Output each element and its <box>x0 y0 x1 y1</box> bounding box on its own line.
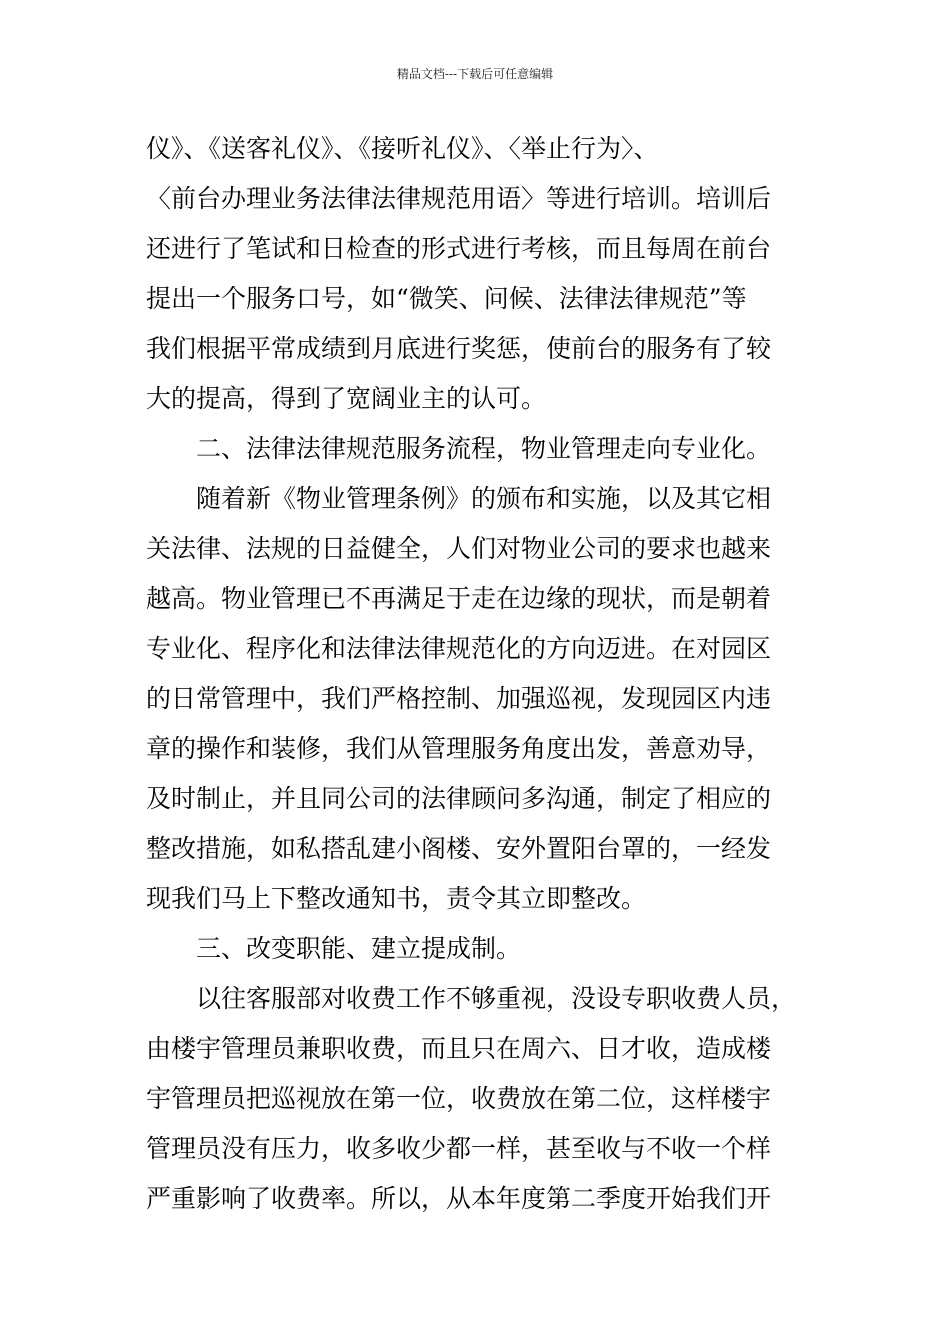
page-header: 精品文档---下载后可任意编辑 <box>396 67 554 81</box>
text-line: 的日常管理中，我们严格控制、加强巡视，发现园区内违 <box>146 684 772 713</box>
text-line: 管理员没有压力，收多收少都一样，甚至收与不收一个样 <box>146 1134 772 1163</box>
text-line: 仪》、《送客礼仪》、《接听礼仪》、〈举止行为〉、 <box>146 134 659 163</box>
text-line: 二、法律法律规范服务流程，物业管理走向专业化。 <box>196 434 772 463</box>
text-line: 关法律、法规的日益健全，人们对物业公司的要求也越来 <box>146 534 772 563</box>
text-line: 以往客服部对收费工作不够重视，没设专职收费人员， <box>196 984 797 1013</box>
text-line: 现我们马上下整改通知书，责令其立即整改。 <box>146 884 647 913</box>
text-line: 整改措施，如私搭乱建小阁楼、安外置阳台罩的，一经发 <box>146 834 772 863</box>
text-line: 〈前台办理业务法律法律规范用语〉等进行培训。培训后 <box>146 184 772 213</box>
text-line: 越高。物业管理已不再满足于走在边缘的现状，而是朝着 <box>146 584 772 613</box>
text-line: 提出一个服务口号，如“微笑、问候、法律法律规范”等 <box>146 284 747 313</box>
text-line: 专业化、程序化和法律法律规范化的方向迈进。在对园区 <box>146 634 772 663</box>
text-line: 及时制止，并且同公司的法律顾问多沟通，制定了相应的 <box>146 784 772 813</box>
text-line: 三、改变职能、建立提成制。 <box>196 934 522 963</box>
text-line: 章的操作和装修，我们从管理服务角度出发，善意劝导， <box>146 734 772 763</box>
text-line: 还进行了笔试和日检查的形式进行考核，而且每周在前台 <box>146 234 772 263</box>
text-line: 我们根据平常成绩到月底进行奖惩，使前台的服务有了较 <box>146 334 772 363</box>
text-line: 由楼宇管理员兼职收费，而且只在周六、日才收，造成楼 <box>146 1034 772 1063</box>
text-line: 大的提高，得到了宽阔业主的认可。 <box>146 384 547 413</box>
text-line: 宇管理员把巡视放在第一位，收费放在第二位，这样楼宇 <box>146 1084 772 1113</box>
text-line: 随着新《物业管理条例》的颁布和实施，以及其它相 <box>196 484 772 513</box>
text-line: 严重影响了收费率。所以，从本年度第二季度开始我们开 <box>146 1184 772 1213</box>
